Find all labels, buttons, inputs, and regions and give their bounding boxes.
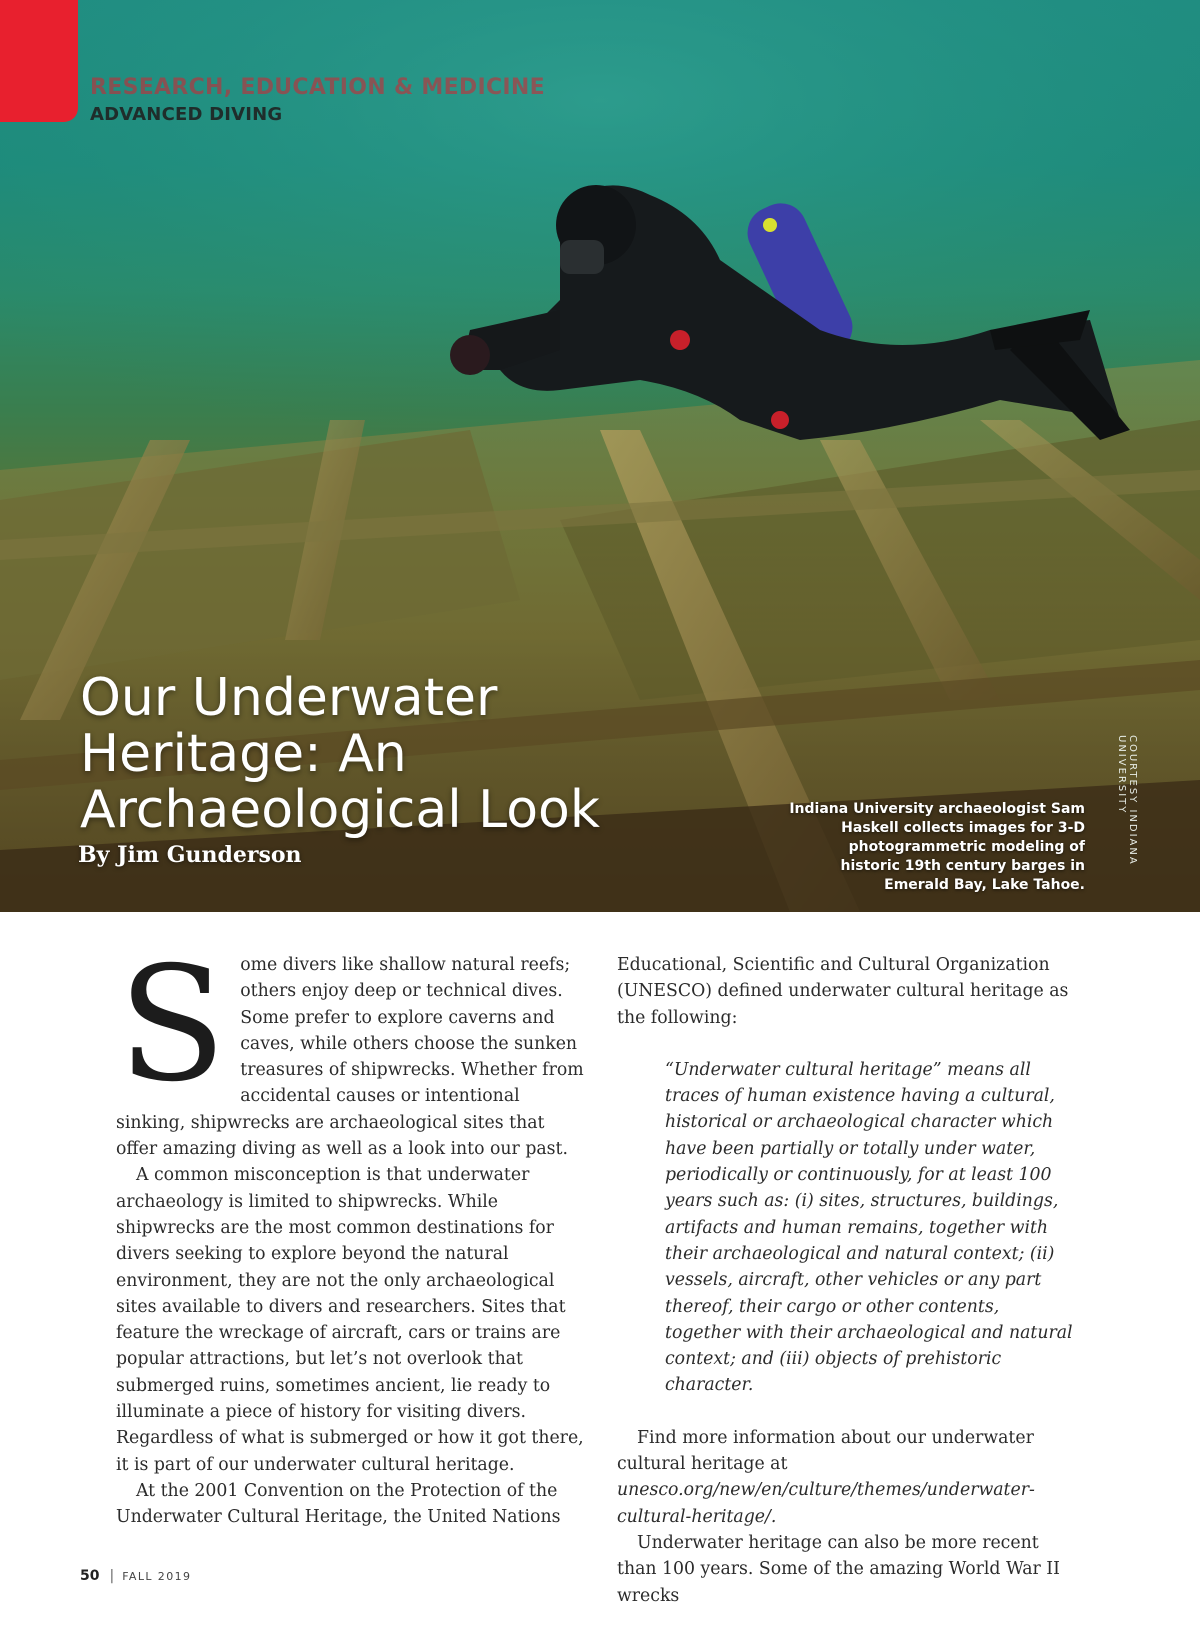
issue-label: FALL 2019 (122, 1570, 192, 1583)
paragraph: At the 2001 Convention on the Protection of the Underwater Cultural Heritage, the United Nations (116, 1480, 561, 1528)
unesco-link[interactable]: unesco.org/new/en/culture/themes/underwater-cultural-heritage/. (617, 1480, 1035, 1527)
paragraph: Educational, Scientific and Cultural Organization (UNESCO) defined underwater cultural heritage as the following: (617, 955, 1069, 1028)
section-sublabel: ADVANCED DIVING (90, 104, 283, 125)
body-column-left (116, 933, 584, 1531)
article-byline: By Jim Gunderson (78, 842, 302, 868)
footer-divider: | (109, 1568, 115, 1584)
body-column-right (617, 952, 1079, 1609)
page-footer (80, 1568, 191, 1584)
drop-cap: S (118, 933, 227, 1117)
article-title: Our Underwater Heritage: An Archaeological Look (80, 668, 600, 840)
paragraph: Find more information about our underwater cultural heritage at unesco.org/new/en/culture/themes/underwater-cultural-heritage/. (617, 1427, 1035, 1527)
intro-paragraph: Some divers like shallow natural reefs; others enjoy deep or technical dives. Some prefer to explore caverns and caves, while others choose the sunken treasures of shipwrecks. Whether from accidental causes or intentional sinking, shipwrecks are archaeological sites that offer amazing diving as well as a look into our past. (116, 933, 584, 1160)
photo-caption: Indiana University archaeologist Sam Haskell collects images for 3-D photogrammetric modeling of historic 19th century barges in Emerald Bay, Lake Tahoe. (789, 801, 1085, 893)
paragraph: A common misconception is that underwater archaeology is limited to shipwrecks. While shipwrecks are the most common destinations for divers seeking to explore beyond the natural environment, they are not the only archaeological sites available to divers and researchers. Sites that feature the wreckage of aircraft, cars or trains are popular attractions, but let’s not overlook that submerged ruins, sometimes ancient, lie ready to illuminate a piece of history for visiting divers. Regardless of what is submerged or how it got there, it is part of our underwater cultural heritage. (116, 1165, 584, 1475)
section-label: RESEARCH, EDUCATION & MEDICINE (90, 75, 545, 100)
page-number: 50 (80, 1568, 100, 1584)
paragraph: Underwater heritage can also be more recent than 100 years. Some of the amazing World War II wrecks (617, 1532, 1060, 1606)
photo-credit: COURTESY INDIANA UNIVERSITY (1116, 735, 1138, 866)
section-color-tab (0, 0, 78, 122)
unesco-definition-quote: “Underwater cultural heritage” means all traces of human existence having a cultural, historical or archaeological character which have been partially or totally under water, periodically or continuously, for at least 100 years such as: (i) sites, structures, buildings, artifacts and human remains, together with their archaeological and natural context; (ii) vessels, aircraft, other vehicles or any part thereof, their cargo or other contents, together with their archaeological and natural context; and (iii) objects of prehistoric character. (665, 1059, 1073, 1396)
